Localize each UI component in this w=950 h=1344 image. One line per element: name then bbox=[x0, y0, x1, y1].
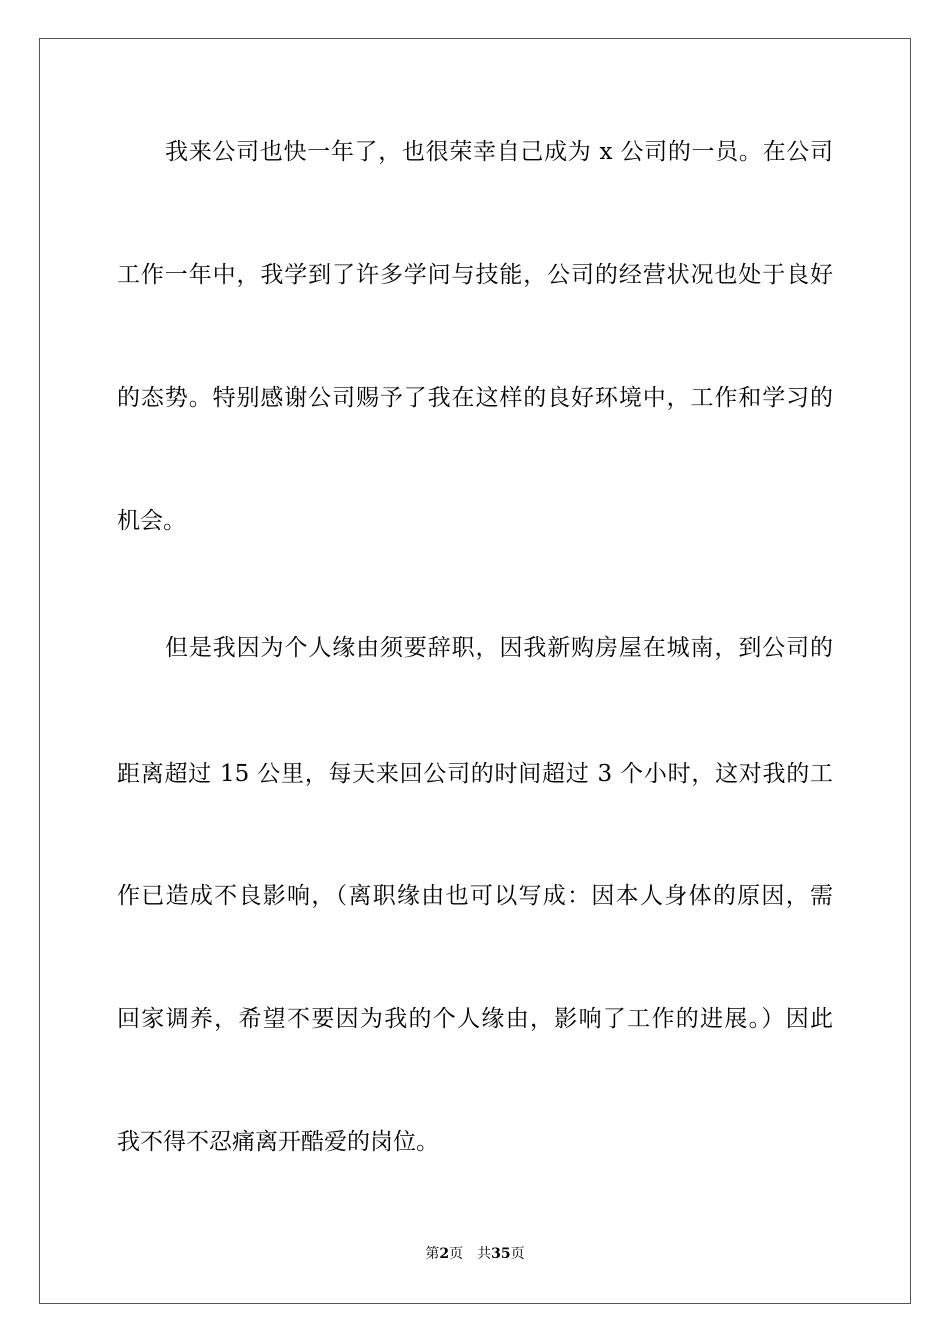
total-prefix: 共 bbox=[477, 1246, 492, 1262]
page-prefix: 第 bbox=[425, 1246, 440, 1262]
paragraph-2-line-4: 回家调养，希望不要因为我的个人缘由，影响了工作的进展。）因此 bbox=[117, 1006, 833, 1032]
paragraph-1-line-1: 我来公司也快一年了，也很荣幸自己成为 x 公司的一员。在公司 bbox=[165, 139, 833, 165]
paragraph-1-line-2: 工作一年中，我学到了许多学问与技能，公司的经营状况也处于良好 bbox=[117, 262, 833, 288]
paragraph-2-line-2: 距离超过 15 公里，每天来回公司的时间超过 3 个小时，这对我的工 bbox=[117, 761, 833, 787]
total-suffix: 页 bbox=[510, 1246, 525, 1262]
total-pages: 35 bbox=[491, 1246, 511, 1262]
paragraph-1-line-3: 的态势。特别感谢公司赐予了我在这样的良好环境中，工作和学习的 bbox=[117, 385, 833, 411]
page-footer bbox=[0, 1244, 950, 1264]
paragraph-1-line-4: 机会。 bbox=[117, 508, 186, 534]
page-number: 2 bbox=[439, 1246, 450, 1262]
page-suffix: 页 bbox=[449, 1246, 464, 1262]
page-border bbox=[39, 38, 911, 1304]
paragraph-2-line-1: 但是我因为个人缘由须要辞职，因我新购房屋在城南，到公司的 bbox=[165, 635, 833, 661]
paragraph-2-line-5: 我不得不忍痛离开酷爱的岗位。 bbox=[117, 1129, 439, 1155]
paragraph-2-line-3: 作已造成不良影响，（离职缘由也可以写成：因本人身体的原因，需 bbox=[117, 883, 833, 909]
